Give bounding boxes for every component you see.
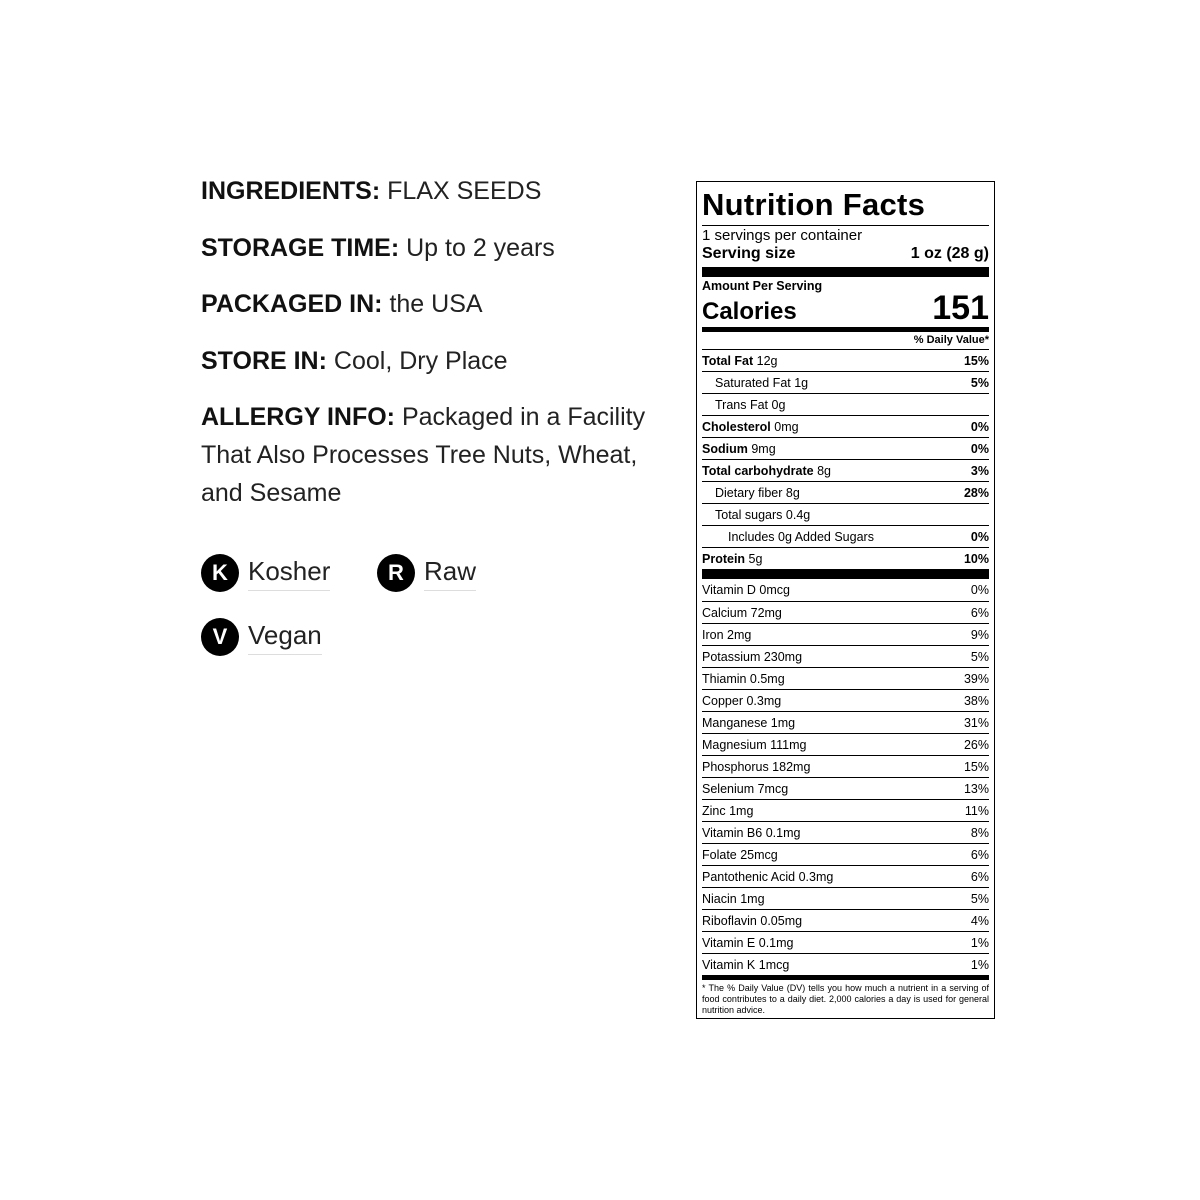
vitamin-name: Selenium 7mcg: [702, 781, 789, 796]
nutrient-amount: 1g: [794, 375, 809, 390]
vitamin-daily-value: 1%: [970, 935, 989, 950]
nutrient-name: [702, 530, 874, 544]
nutrient-label: Total sugars: [715, 507, 783, 522]
packaged-in-label: PACKAGED IN:: [201, 290, 383, 318]
store-in-label: STORE IN:: [201, 347, 327, 375]
vitamin-daily-value: 15%: [963, 759, 989, 774]
storage-time-value: Up to 2 years: [406, 234, 555, 262]
nutrient-daily-value: 3%: [970, 463, 989, 478]
nutrition-facts-title: Nutrition Facts: [702, 187, 926, 222]
vitamin-name: Pantothenic Acid 0.3mg: [702, 869, 834, 884]
divider: [702, 569, 989, 579]
vitamin-daily-value: 6%: [970, 605, 989, 620]
daily-value-header: % Daily Value*: [913, 334, 989, 346]
packaged-in-row: [201, 285, 483, 323]
storage-time-label: STORAGE TIME:: [201, 234, 400, 262]
divider: [702, 225, 989, 226]
vitamin-daily-value: 13%: [963, 781, 989, 796]
nutrient-label: Includes 0g Added Sugars: [728, 529, 874, 544]
vitamin-name: Manganese 1mg: [702, 715, 796, 730]
nutrient-label: Sodium: [702, 441, 748, 456]
vitamin-row: [702, 953, 989, 975]
nutrient-name: [702, 420, 799, 434]
store-in-value: Cool, Dry Place: [333, 347, 508, 375]
vitamin-row: [702, 579, 989, 601]
vitamin-name: Riboflavin 0.05mg: [702, 913, 803, 928]
kosher-icon: K: [201, 554, 239, 592]
vitamin-name: Magnesium 111mg: [702, 737, 807, 752]
nutrient-label: Trans Fat: [715, 397, 769, 412]
vitamin-row: [702, 711, 989, 733]
nutrient-label: Total Fat: [702, 353, 754, 368]
nutrient-label: Total carbohydrate: [702, 463, 814, 478]
vitamin-name: Vitamin B6 0.1mg: [702, 825, 801, 840]
vitamin-name: Potassium 230mg: [702, 649, 803, 664]
vitamin-name: Vitamin K 1mcg: [702, 957, 790, 972]
amount-per-serving: Amount Per Serving: [702, 279, 823, 293]
vitamin-name: Vitamin E 0.1mg: [702, 935, 794, 950]
nutrient-amount: 9mg: [751, 441, 776, 456]
vitamin-daily-value: 4%: [970, 913, 989, 928]
allergy-info-value: Packaged in a Facility That Also Processes Tree Nuts, Wheat, and Sesame: [201, 403, 646, 507]
vitamin-name: Copper 0.3mg: [702, 693, 782, 708]
vegan-icon: V: [201, 618, 239, 656]
vitamin-daily-value: 9%: [970, 627, 989, 642]
nutrient-daily-value: 28%: [963, 485, 989, 500]
divider: [702, 267, 989, 277]
vitamin-row: [702, 887, 989, 909]
nutrient-row: [702, 481, 989, 503]
calories-label: Calories: [702, 298, 797, 325]
vitamin-row: [702, 733, 989, 755]
nutrient-daily-value: 0%: [970, 441, 989, 456]
kosher-label[interactable]: Kosher: [248, 556, 330, 591]
vitamin-list: [702, 579, 989, 975]
nutrient-daily-value: 0%: [970, 529, 989, 544]
vitamin-daily-value: 1%: [970, 957, 989, 972]
daily-value-footnote: * The % Daily Value (DV) tells you how much a nutrient in a serving of food contributes to a daily diet. 2,000 calories a day is used for general nutrition advice.: [702, 983, 989, 1015]
nutrient-list: [702, 349, 989, 569]
nutrient-row: [702, 525, 989, 547]
vitamin-name: Vitamin D 0mcg: [702, 583, 790, 597]
serving-size-value: 1 oz (28 g): [910, 245, 989, 262]
allergy-info-label: ALLERGY INFO:: [201, 403, 395, 431]
nutrient-label: Protein: [702, 551, 746, 566]
vitamin-daily-value: 39%: [963, 671, 989, 686]
vitamin-row: [702, 667, 989, 689]
nutrient-row: [702, 415, 989, 437]
nutrient-name: [702, 464, 831, 478]
vitamin-row: [702, 623, 989, 645]
nutrient-daily-value: 0%: [970, 419, 989, 434]
nutrient-amount: 8g: [817, 463, 831, 478]
store-in-row: [201, 342, 508, 380]
vitamin-name: Folate 25mcg: [702, 847, 778, 862]
nutrient-name: [702, 552, 762, 566]
nutrient-name: [702, 508, 810, 522]
vitamin-daily-value: 38%: [963, 693, 989, 708]
ingredients-value: FLAX SEEDS: [387, 177, 542, 205]
nutrient-amount: 12g: [756, 353, 778, 368]
nutrient-row: [702, 437, 989, 459]
vitamin-row: [702, 689, 989, 711]
nutrient-amount: 5g: [748, 551, 763, 566]
vitamin-row: [702, 777, 989, 799]
nutrient-row: [702, 459, 989, 481]
vitamin-daily-value: 5%: [970, 891, 989, 906]
packaged-in-value: the USA: [389, 290, 483, 318]
storage-time-row: [201, 229, 555, 267]
vitamin-daily-value: 5%: [970, 649, 989, 664]
vitamin-row: [702, 799, 989, 821]
nutrient-name: [702, 442, 776, 456]
servings-per-container: 1 servings per container: [702, 227, 863, 244]
ingredients-label: INGREDIENTS:: [201, 177, 381, 205]
nutrient-name: [702, 486, 800, 500]
vitamin-daily-value: 6%: [970, 869, 989, 884]
nutrient-row: [702, 371, 989, 393]
raw-badge[interactable]: [377, 554, 476, 592]
nutrient-name: [702, 376, 808, 390]
nutrient-row: [702, 547, 989, 569]
nutrient-label: Saturated Fat: [715, 375, 791, 390]
nutrient-row: [702, 503, 989, 525]
nutrient-amount: 0g: [771, 397, 786, 412]
vitamin-row: [702, 755, 989, 777]
nutrient-amount: 8g: [785, 485, 800, 500]
vitamin-row: [702, 909, 989, 931]
kosher-badge[interactable]: [201, 554, 330, 592]
vitamin-row: [702, 645, 989, 667]
serving-size-row: [702, 244, 989, 264]
vitamin-name: Thiamin 0.5mg: [702, 671, 785, 686]
nutrient-name: [702, 354, 778, 368]
nutrient-row: [702, 349, 989, 371]
vegan-badge[interactable]: [201, 618, 322, 656]
nutrient-amount: 0mg: [774, 419, 799, 434]
nutrient-row: [702, 393, 989, 415]
vitamin-row: [702, 601, 989, 623]
nutrient-daily-value: 5%: [970, 375, 989, 390]
vitamin-row: [702, 931, 989, 953]
ingredients-row: [201, 172, 541, 210]
nutrition-facts-label: [696, 181, 995, 1019]
vitamin-daily-value: 26%: [963, 737, 989, 752]
vitamin-name: Iron 2mg: [702, 627, 752, 642]
vitamin-daily-value: 6%: [970, 847, 989, 862]
vitamin-daily-value: 8%: [970, 825, 989, 840]
vitamin-name: Calcium 72mg: [702, 605, 782, 620]
vitamin-row: [702, 865, 989, 887]
vitamin-name: Niacin 1mg: [702, 891, 765, 906]
vitamin-row: [702, 843, 989, 865]
nutrient-name: [702, 398, 785, 412]
calories-row: [702, 289, 989, 327]
vitamin-daily-value: 11%: [964, 803, 989, 818]
nutrient-daily-value: 10%: [963, 551, 989, 566]
raw-icon: R: [377, 554, 415, 592]
allergy-info-row: [201, 398, 681, 512]
calories-value: 151: [932, 289, 989, 327]
vitamin-daily-value: 31%: [963, 715, 989, 730]
nutrient-label: Dietary fiber: [715, 485, 783, 500]
nutrient-daily-value: 15%: [963, 353, 989, 368]
nutrient-amount: 0.4g: [785, 507, 811, 522]
vitamin-row: [702, 821, 989, 843]
vitamin-daily-value: 0%: [970, 583, 989, 597]
raw-label[interactable]: Raw: [424, 556, 476, 591]
nutrient-label: Cholesterol: [702, 419, 771, 434]
vitamin-name: Phosphorus 182mg: [702, 759, 811, 774]
vitamin-name: Zinc 1mg: [702, 803, 754, 818]
vegan-label[interactable]: Vegan: [248, 620, 322, 655]
serving-size-label: Serving size: [702, 245, 796, 262]
